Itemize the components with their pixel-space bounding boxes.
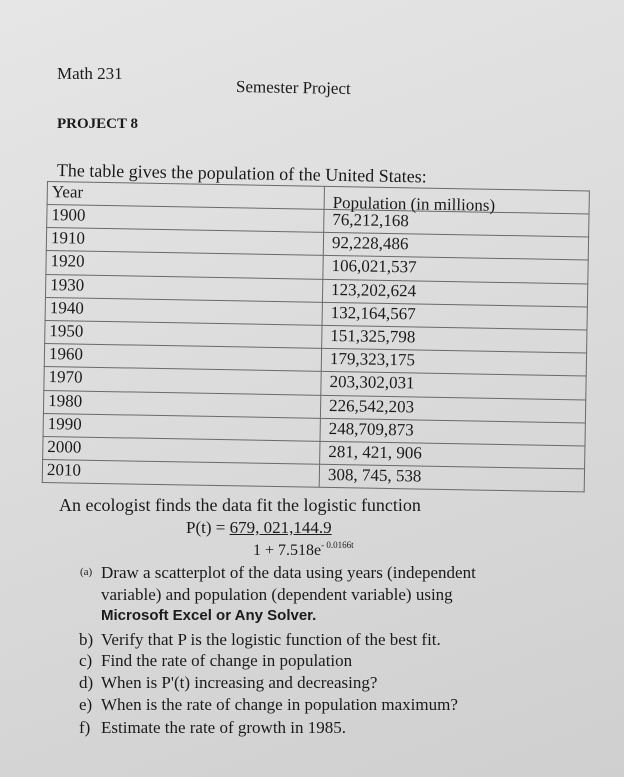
population-cell: 132,164,567 [322, 302, 587, 330]
year-column-header: Year [47, 182, 324, 210]
population-cell: 123,202,624 [322, 279, 587, 307]
population-cell: 226,542,203 [320, 395, 585, 423]
question-a-line-3: Microsoft Excel or Any Solver. [101, 607, 317, 624]
logistic-formula [186, 518, 332, 538]
population-cell: 179,323,175 [321, 348, 586, 376]
question-f [79, 718, 346, 738]
question-d-text: When is P'(t) increasing and decreasing? [101, 673, 378, 692]
year-cell: 1970 [44, 367, 321, 395]
question-c [79, 651, 352, 671]
question-d [79, 673, 377, 693]
population-table [42, 181, 590, 493]
population-cell: 308, 745, 538 [319, 464, 584, 492]
formula-lhs: P(t) = [186, 518, 230, 537]
year-cell: 1950 [45, 320, 322, 348]
population-cell: 281, 421, 906 [320, 441, 585, 469]
ecologist-statement: An ecologist finds the data fit the logistic function [59, 495, 421, 515]
question-e [79, 695, 458, 715]
question-b-label: b) [79, 630, 94, 649]
formula-numerator: 679, 021,144.9 [229, 518, 332, 537]
population-cell: 203,302,031 [321, 372, 586, 400]
question-c-text: Find the rate of change in population [101, 651, 353, 670]
population-cell: 106,021,537 [323, 256, 588, 284]
question-f-label: f) [79, 718, 91, 737]
question-c-label: c) [79, 651, 93, 670]
population-cell: 248,709,873 [320, 418, 585, 446]
question-d-label: d) [79, 673, 94, 692]
table-body [42, 205, 589, 493]
population-column-header: Population (in millions) [324, 192, 589, 220]
formula-denominator [253, 540, 354, 560]
question-a-line-2: variable) and population (dependent variable) using [101, 585, 453, 604]
question-a-line-1: Draw a scatterplot of the data using years (independent [101, 563, 476, 582]
question-a-label: (a) [80, 566, 93, 578]
question-f-text: Estimate the rate of growth in 1985. [101, 718, 347, 737]
year-cell: 2000 [43, 436, 320, 464]
question-b-text: Verify that P is the logistic function of the best fit. [101, 630, 441, 649]
year-cell: 1930 [45, 274, 322, 302]
year-cell: 1910 [46, 228, 323, 256]
year-cell: 1920 [46, 251, 323, 279]
year-cell: 2010 [42, 460, 319, 488]
table-intro: The table gives the population of the United States: [56, 160, 427, 187]
year-cell: 1900 [47, 205, 324, 233]
year-cell: 1940 [45, 297, 322, 325]
year-cell: 1990 [43, 413, 320, 441]
question-e-label: e) [79, 695, 93, 714]
course-label: Math 231 [57, 64, 123, 83]
population-cell: 151,325,798 [322, 325, 587, 353]
population-cell: 76,212,168 [324, 209, 589, 237]
project-heading: PROJECT 8 [57, 116, 138, 132]
formula-denominator-base: 1 + 7.518e [253, 542, 322, 559]
question-e-text: When is the rate of change in population maximum? [101, 695, 458, 714]
population-cell: 92,228,486 [323, 233, 588, 261]
question-b [79, 630, 441, 650]
population-table-container [42, 181, 590, 493]
year-cell: 1980 [43, 390, 320, 418]
page-title: Semester Project [235, 77, 351, 98]
formula-exponent: - 0.0166t [321, 540, 354, 550]
year-cell: 1960 [44, 344, 321, 372]
